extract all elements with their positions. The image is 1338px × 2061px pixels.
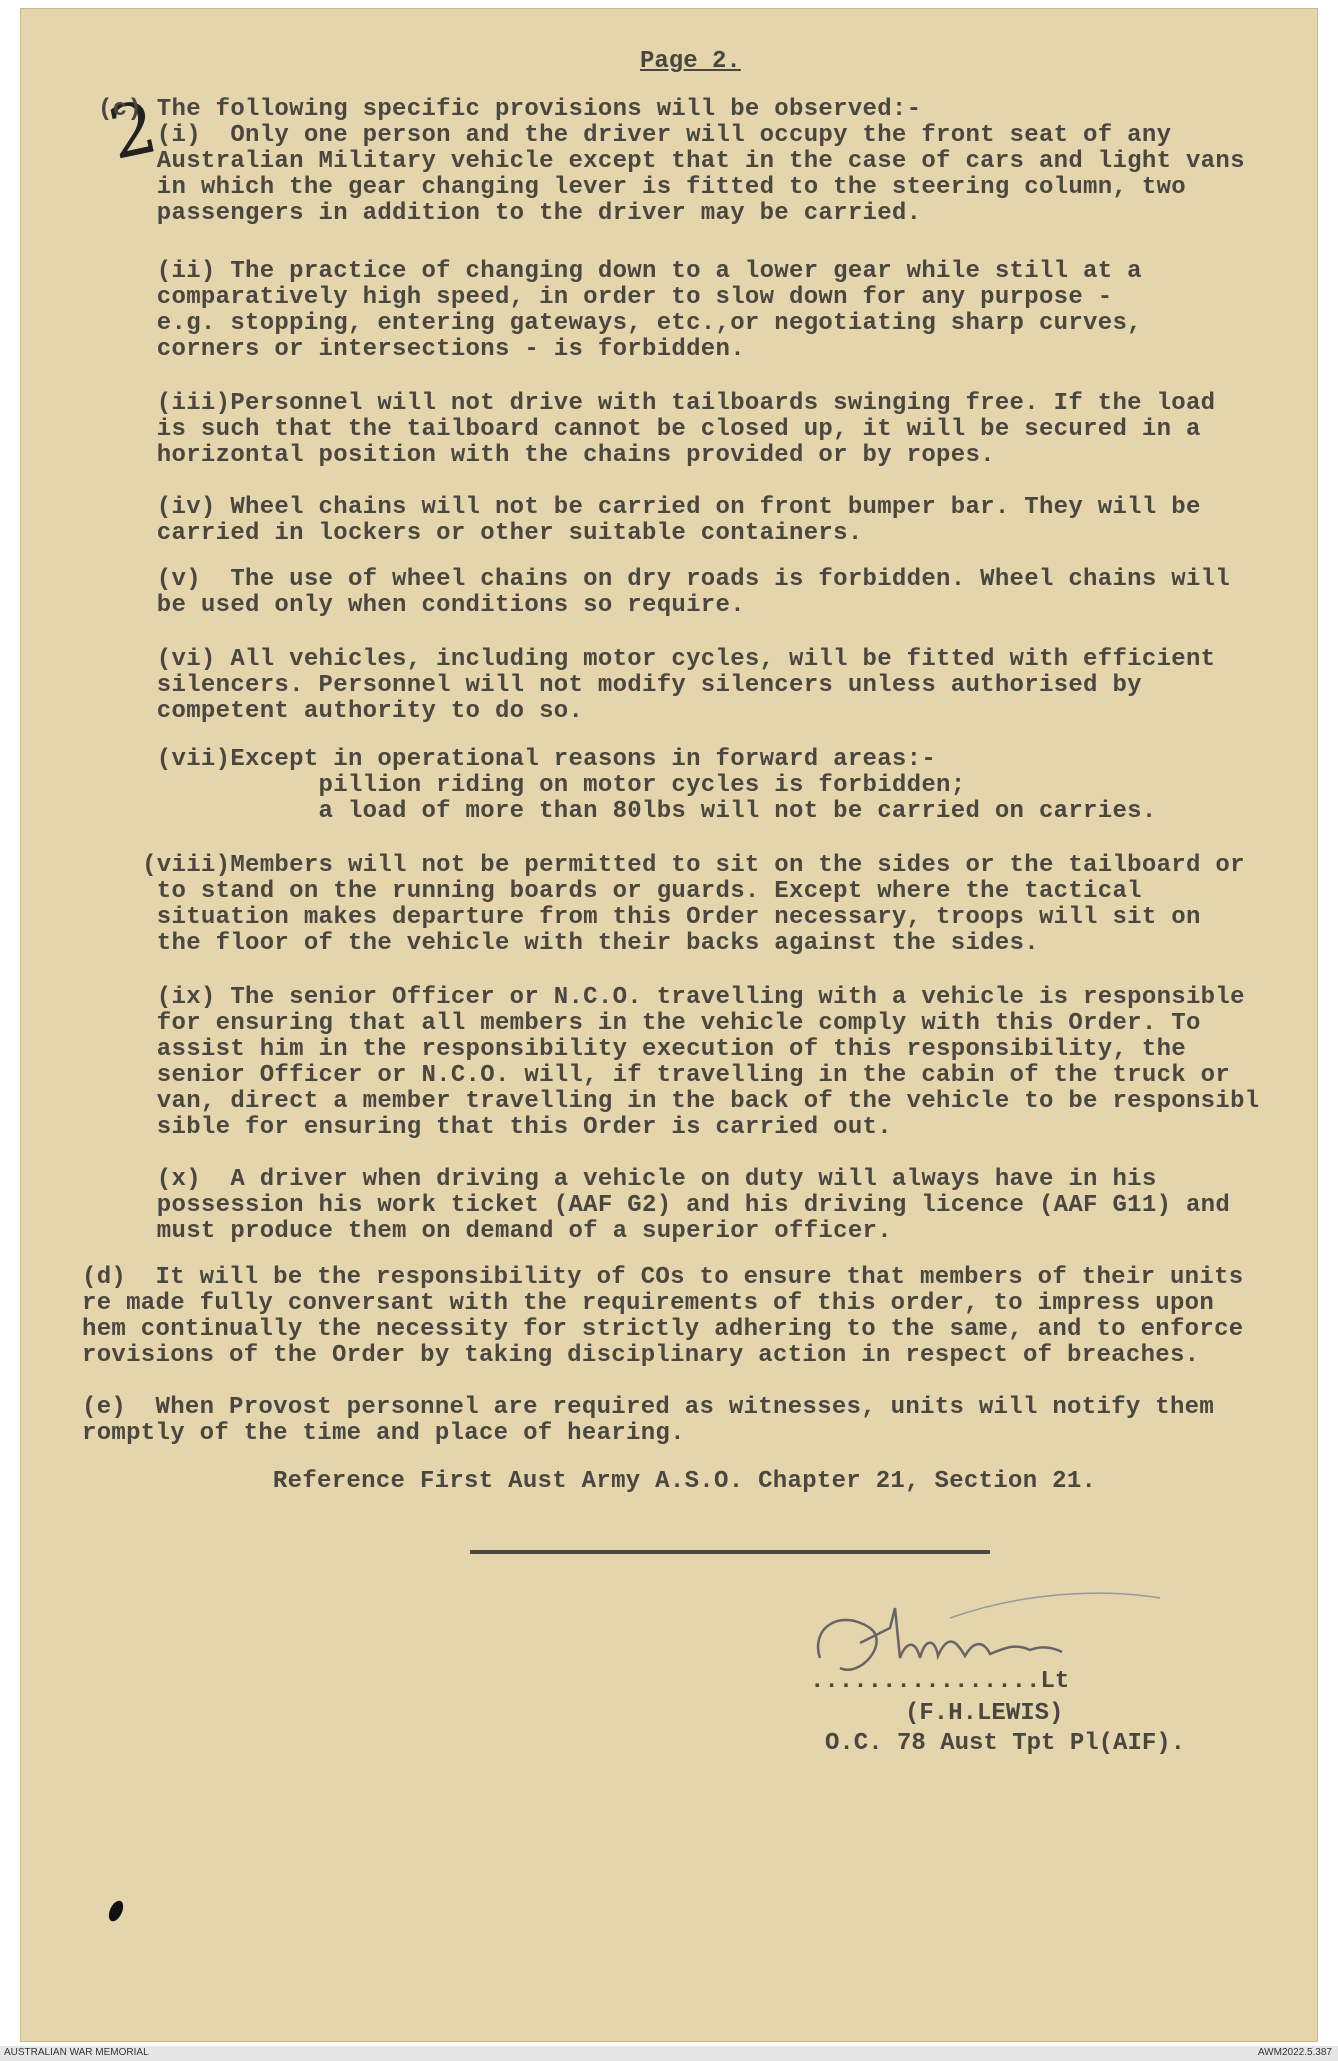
text-line: (ii) The practice of changing down to a lower gear while still at a xyxy=(98,258,1142,285)
text-line: carried in lockers or other suitable containers. xyxy=(98,520,863,547)
signatory-title: O.C. 78 Aust Tpt Pl(AIF). xyxy=(825,1730,1186,1757)
archive-reference: AWM2022.5.387 xyxy=(1257,2047,1332,2058)
text-line: possession his work ticket (AAF G2) and his driving licence (AAF G11) and xyxy=(98,1192,1231,1219)
text-line: (viii)Members will not be permitted to sit on the sides or the tailboard or xyxy=(98,852,1245,879)
archive-footer xyxy=(0,2046,1338,2061)
text-line: a load of more than 80lbs will not be carried on carries. xyxy=(98,798,1157,825)
text-line: (iii)Personnel will not drive with tailboards swinging free. If the load xyxy=(98,390,1216,417)
text-line: the floor of the vehicle with their backs against the sides. xyxy=(98,930,1039,957)
document-content xyxy=(20,8,1318,2042)
text-line: (i) Only one person and the driver will occupy the front seat of any xyxy=(98,122,1172,149)
text-line: must produce them on demand of a superior officer. xyxy=(98,1218,892,1245)
text-line: is such that the tailboard cannot be closed up, it will be secured in a xyxy=(98,416,1201,443)
text-line: situation makes departure from this Order necessary, troops will sit on xyxy=(98,904,1201,931)
text-line: silencers. Personnel will not modify silencers unless authorised by xyxy=(98,672,1142,699)
signatory-name: (F.H.LEWIS) xyxy=(905,1700,1064,1727)
text-line: passengers in addition to the driver may be carried. xyxy=(98,200,922,227)
text-line: to stand on the running boards or guards. Except where the tactical xyxy=(98,878,1142,905)
text-line: sible for ensuring that this Order is carried out. xyxy=(98,1114,892,1141)
text-line: (d) It will be the responsibility of COs to ensure that members of their units xyxy=(82,1264,1244,1291)
text-line: (iv) Wheel chains will not be carried on front bumper bar. They will be xyxy=(98,494,1201,521)
text-line: hem continually the necessity for strictly adhering to the same, and to enforce xyxy=(82,1316,1244,1343)
text-line: (c) The following specific provisions will be observed:- xyxy=(98,96,922,123)
text-line: in which the gear changing lever is fitted to the steering column, two xyxy=(98,174,1186,201)
text-line: rovisions of the Order by taking disciplinary action in respect of breaches. xyxy=(82,1342,1200,1369)
reference-line: Reference First Aust Army A.S.O. Chapter 21, Section 21. xyxy=(170,1468,1097,1495)
text-line: re made fully conversant with the requirements of this order, to impress upon xyxy=(82,1290,1215,1317)
text-line: (x) A driver when driving a vehicle on duty will always have in his xyxy=(98,1166,1157,1193)
archive-name: AUSTRALIAN WAR MEMORIAL xyxy=(4,2047,149,2058)
text-line: Australian Military vehicle except that in the case of cars and light vans xyxy=(98,148,1245,175)
text-line: corners or intersections - is forbidden. xyxy=(98,336,745,363)
page-header: Page 2. xyxy=(640,48,741,75)
text-line: (e) When Provost personnel are required as witnesses, units will notify them xyxy=(82,1394,1215,1421)
text-line: (vi) All vehicles, including motor cycles, will be fitted with efficient xyxy=(98,646,1216,673)
document-page xyxy=(20,8,1318,2042)
text-line: (vii)Except in operational reasons in forward areas:- xyxy=(98,746,937,773)
text-line: (v) The use of wheel chains on dry roads is forbidden. Wheel chains will xyxy=(98,566,1231,593)
text-line: be used only when conditions so require. xyxy=(98,592,745,619)
text-line: horizontal position with the chains provided or by ropes. xyxy=(98,442,995,469)
text-line: e.g. stopping, entering gateways, etc.,or negotiating sharp curves, xyxy=(98,310,1142,337)
text-line: assist him in the responsibility execution of this responsibility, the xyxy=(98,1036,1186,1063)
text-line: (ix) The senior Officer or N.C.O. travelling with a vehicle is responsible xyxy=(98,984,1245,1011)
text-line: competent authority to do so. xyxy=(98,698,584,725)
text-line: pillion riding on motor cycles is forbidden; xyxy=(98,772,966,799)
text-line: comparatively high speed, in order to slow down for any purpose - xyxy=(98,284,1113,311)
ink-mark xyxy=(106,1898,126,1923)
handwritten-page-mark: 2 xyxy=(101,84,165,176)
text-line: senior Officer or N.C.O. will, if travelling in the cabin of the truck or xyxy=(98,1062,1231,1089)
text-line: van, direct a member travelling in the back of the vehicle to be responsibl xyxy=(98,1088,1260,1115)
text-line: romptly of the time and place of hearing. xyxy=(82,1420,685,1447)
text-line: for ensuring that all members in the vehicle comply with this Order. To xyxy=(98,1010,1201,1037)
horizontal-rule xyxy=(470,1550,990,1554)
signature-line: ................Lt xyxy=(810,1668,1070,1695)
